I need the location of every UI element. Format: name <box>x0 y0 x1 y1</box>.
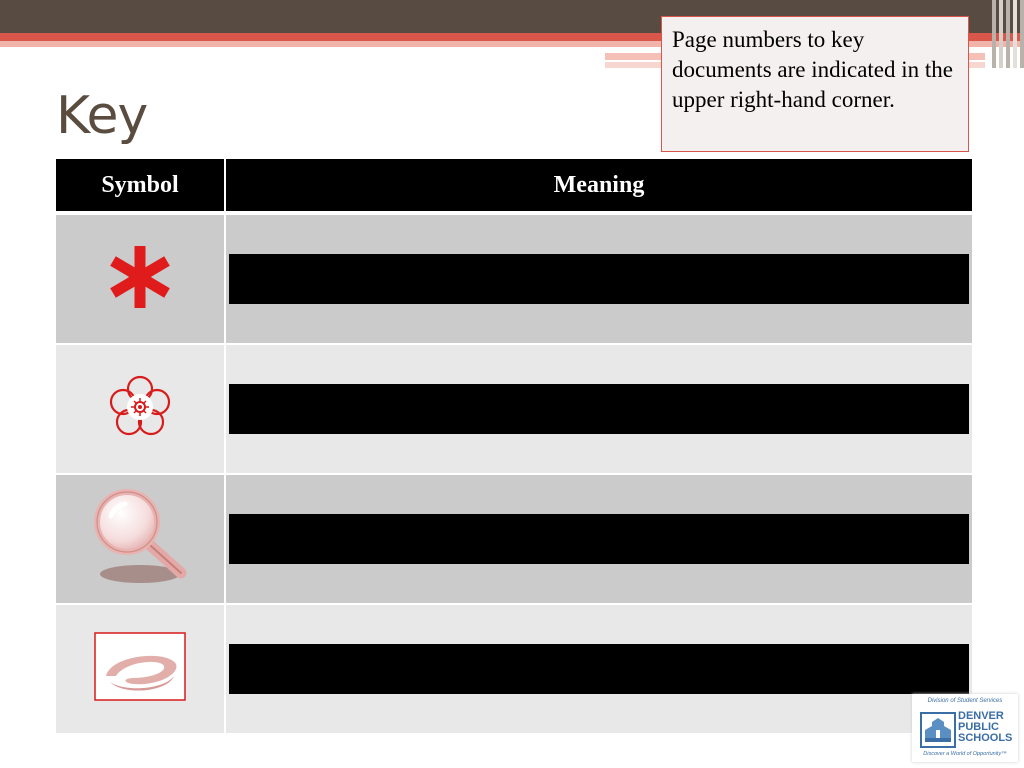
table-header-row <box>56 159 972 213</box>
red-asterisk-icon <box>105 242 175 312</box>
symbol-cell <box>56 604 225 734</box>
meaning-cell <box>225 213 972 344</box>
district-logo <box>912 694 1018 762</box>
symbol-cell <box>56 213 225 344</box>
note-callout: Page numbers to key documents are indicated in the upper right-hand corner. <box>661 16 969 152</box>
symbol-cell <box>56 474 225 604</box>
swirl-logo-icon <box>94 632 186 702</box>
red-flower-outline-icon <box>107 374 173 440</box>
key-table <box>56 159 972 735</box>
magnifying-glass-icon <box>85 484 195 590</box>
table-row <box>56 474 972 604</box>
logo-name <box>958 711 1012 744</box>
school-building-icon <box>920 712 956 748</box>
symbol-column-header: Symbol <box>56 159 225 213</box>
logo-name-line1: DENVER <box>958 710 1004 722</box>
symbol-cell <box>56 344 225 474</box>
redacted-meaning <box>229 254 969 304</box>
meaning-cell <box>225 604 972 734</box>
right-edge-stripes <box>990 0 1024 68</box>
logo-name-line3: SCHOOLS <box>958 732 1013 744</box>
redacted-meaning <box>229 514 969 564</box>
meaning-column-header: Meaning <box>225 159 972 213</box>
meaning-cell <box>225 474 972 604</box>
redacted-meaning <box>229 384 969 434</box>
logo-name-line2: PUBLIC <box>958 721 999 733</box>
logo-tagline: Discover a World of Opportunity™ <box>923 751 1007 757</box>
logo-division-text: Division of Student Services <box>927 698 1003 704</box>
redacted-meaning <box>229 644 969 694</box>
meaning-cell <box>225 344 972 474</box>
table-row <box>56 213 972 344</box>
slide-title: Key <box>56 86 148 146</box>
table-row <box>56 344 972 474</box>
table-row <box>56 604 972 734</box>
